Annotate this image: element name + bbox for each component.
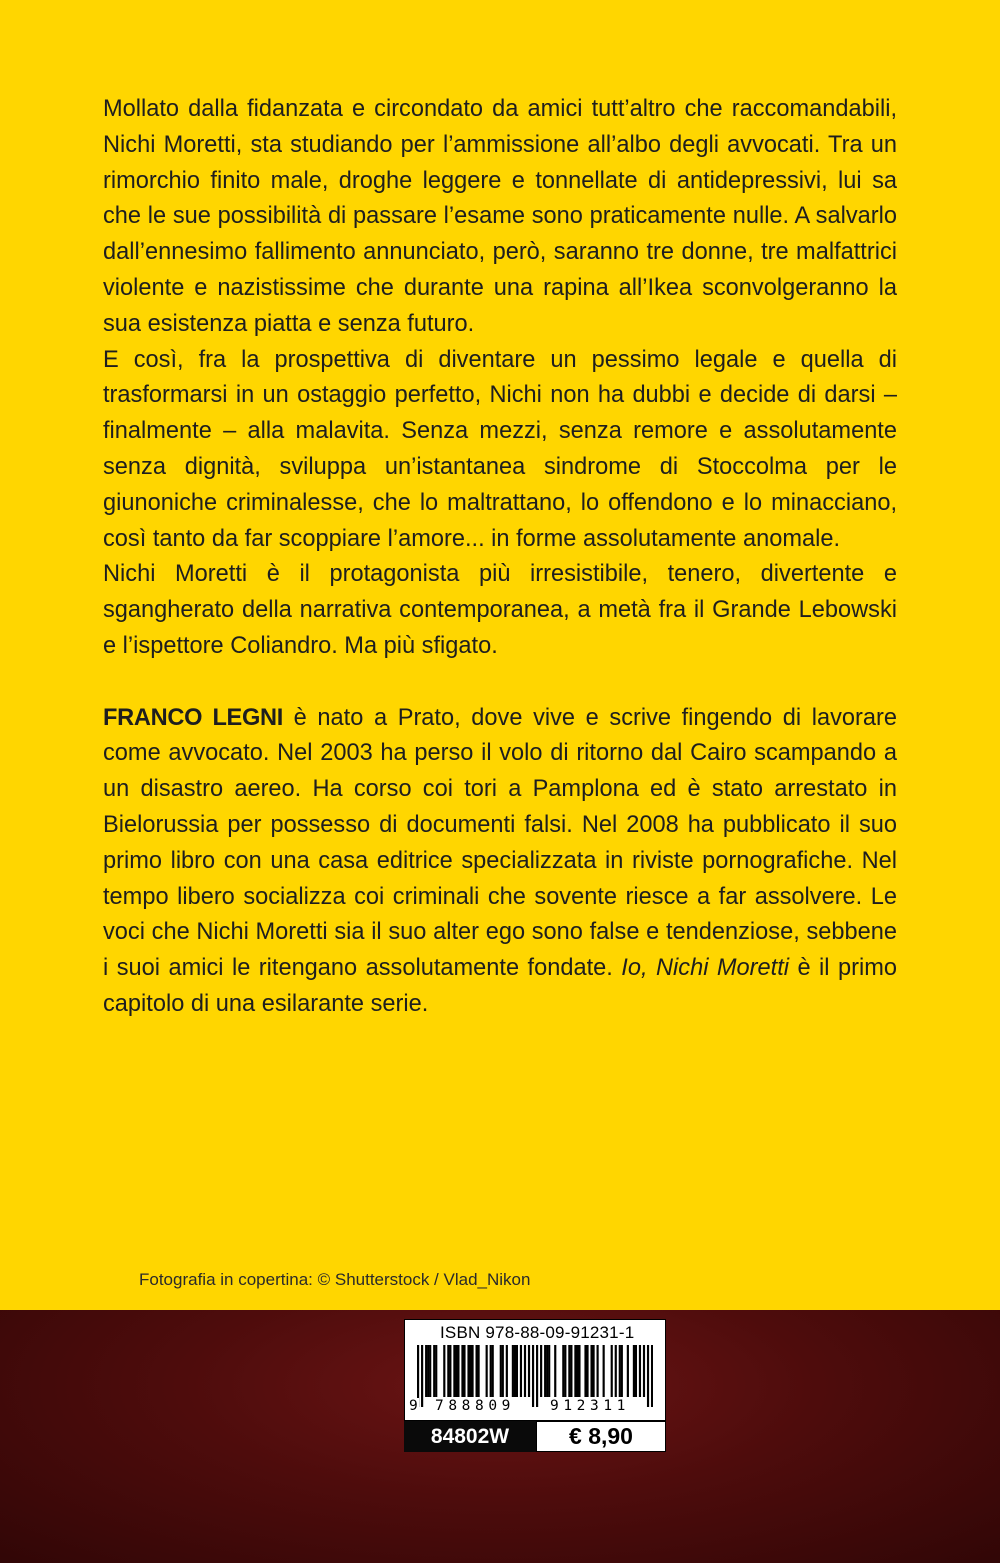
barcode-bar xyxy=(619,1345,621,1397)
barcode-bar xyxy=(463,1345,465,1397)
barcode-bar xyxy=(429,1345,431,1397)
barcode-bar xyxy=(476,1345,478,1397)
barcode-bar xyxy=(502,1345,504,1397)
barcode-bar xyxy=(597,1345,599,1397)
barcode-bar xyxy=(627,1345,629,1397)
barcode-bar xyxy=(564,1345,566,1397)
barcode-bar xyxy=(492,1345,494,1397)
barcode-bar xyxy=(449,1345,451,1397)
barcode-bar xyxy=(514,1345,516,1397)
barcode-bar xyxy=(590,1345,592,1397)
barcode-bar xyxy=(635,1345,637,1397)
barcode-digit-first: 9 xyxy=(409,1398,418,1414)
barcode-bar xyxy=(633,1345,635,1397)
barcode-box xyxy=(404,1319,666,1421)
barcode-bar xyxy=(615,1345,617,1397)
barcode-bar xyxy=(586,1345,588,1397)
back-cover-text xyxy=(103,92,897,1023)
barcode-bar xyxy=(443,1345,445,1397)
barcode-bar xyxy=(433,1345,435,1397)
blurb-paragraph-1: Mollato dalla fidanzata e circondato da amici tutt’altro che raccomandabili, Nichi Moretti, sta studiando per l’ammissione all’albo degli avvocati. Tra un rimorchio finito male, droghe leggere e tonnellate di antidepressivi, lui sa che le sue possibilità di passare l’esame sono praticamente nulle. A salvarlo dall’ennesimo fallimento annunciato, però, saranno tre donne, tre malfattrici violente e nazistissime che durante una rapina all’Ikea sconvolgeranno la sua esistenza piatta e senza futuro. xyxy=(103,96,897,337)
barcode-bar xyxy=(435,1345,437,1397)
barcode-digits xyxy=(405,1398,667,1418)
barcode-bar xyxy=(546,1345,548,1397)
blurb-paragraph-2: E così, fra la prospettiva di diventare un pessimo legale e quella di trasformarsi in un ostaggio perfetto, Nichi non ha dubbi e decide di darsi – finalmente – alla malavita. Senza mezzi, senza remore e assolutamente senza dignità, sviluppa un’istantanea sindrome di Stoccolma per le giunoniche criminalesse, che lo maltrattano, lo offendono e lo minacciano, così tanto da far scoppiare l’amore... in forme assolutamente anomale. xyxy=(103,346,897,552)
barcode-bar xyxy=(562,1345,564,1397)
barcode-bar xyxy=(457,1345,459,1397)
author-bio-text-1: è nato a Prato, dove vive e scrive fingendo di lavorare come avvocato. Nel 2003 ha perso il volo di ritorno dal Cairo scampando a un disastro aereo. Ha corso coi tori a Pamplona ed è stato arrestato in Bielorussia per possesso di documenti falsi. Nel 2008 ha pubblicato il suo primo libro con una casa editrice specializzata in riviste pornografiche. Nel tempo libero socializza coi criminali che sovente riesce a far assolvere. Le voci che Nichi Moretti sia il suo alter ego sono false e tendenziose, sebbene i suoi amici le ritengano assolutamente fondate. xyxy=(103,704,898,982)
barcode-bar xyxy=(520,1345,522,1397)
barcode-bar xyxy=(500,1345,502,1397)
barcode-bar xyxy=(574,1345,576,1397)
barcode-bar xyxy=(469,1345,471,1397)
barcode-bar xyxy=(455,1345,457,1397)
barcode-digits-left: 788809 xyxy=(435,1398,515,1414)
author-bio xyxy=(103,701,897,1023)
barcode-bar xyxy=(584,1345,586,1397)
barcode-bar xyxy=(621,1345,623,1397)
barcode-bar xyxy=(486,1345,488,1397)
book-title: Io, Nichi Moretti xyxy=(621,955,789,982)
barcode-bar xyxy=(461,1345,463,1397)
barcode-bar xyxy=(578,1345,580,1397)
blurb-paragraph-3: Nichi Moretti è il protagonista più irresistibile, tenero, divertente e sgangherato della narrativa contemporanea, a metà fra il Grande Lebowski e l’ispettore Coliandro. Ma più sfigato. xyxy=(103,561,897,659)
barcode-bar xyxy=(554,1345,556,1397)
barcode-bar xyxy=(478,1345,480,1397)
barcode-bar xyxy=(576,1345,578,1397)
product-code: 84802W xyxy=(404,1421,536,1452)
barcode-bar xyxy=(516,1345,518,1397)
barcode-bar xyxy=(568,1345,570,1397)
barcode-bar xyxy=(467,1345,469,1397)
barcode-bar xyxy=(603,1345,605,1397)
barcode-digits-right: 912311 xyxy=(550,1398,630,1414)
barcode-bar xyxy=(524,1345,526,1397)
barcode-bar xyxy=(592,1345,594,1397)
barcode-bar xyxy=(540,1345,542,1397)
barcode-bar xyxy=(544,1345,546,1397)
barcode-bar xyxy=(512,1345,514,1397)
barcode-bar xyxy=(611,1345,613,1397)
photo-credit: Fotografia in copertina: © Shutterstock / Vlad_Nikon xyxy=(139,1270,531,1289)
barcode-bar xyxy=(548,1345,550,1397)
barcode-bar xyxy=(453,1345,455,1397)
price-label: € 8,90 xyxy=(536,1421,666,1452)
isbn-label: ISBN 978-88-09-91231-1 xyxy=(440,1323,635,1342)
author-name: FRANCO LEGNI xyxy=(103,704,284,731)
barcode-bar xyxy=(506,1345,508,1397)
barcode-bar xyxy=(570,1345,572,1397)
barcode-bar xyxy=(427,1345,429,1397)
author-bio-text-2: è il primo capitolo di una esilarante serie. xyxy=(103,955,897,1017)
barcode-bar xyxy=(639,1345,641,1397)
barcode-bar xyxy=(425,1345,427,1397)
barcode-bar xyxy=(490,1345,492,1397)
barcode-bar xyxy=(643,1345,645,1397)
barcode-bar xyxy=(528,1345,530,1397)
barcode-bar xyxy=(471,1345,473,1397)
barcode-bar xyxy=(447,1345,449,1397)
